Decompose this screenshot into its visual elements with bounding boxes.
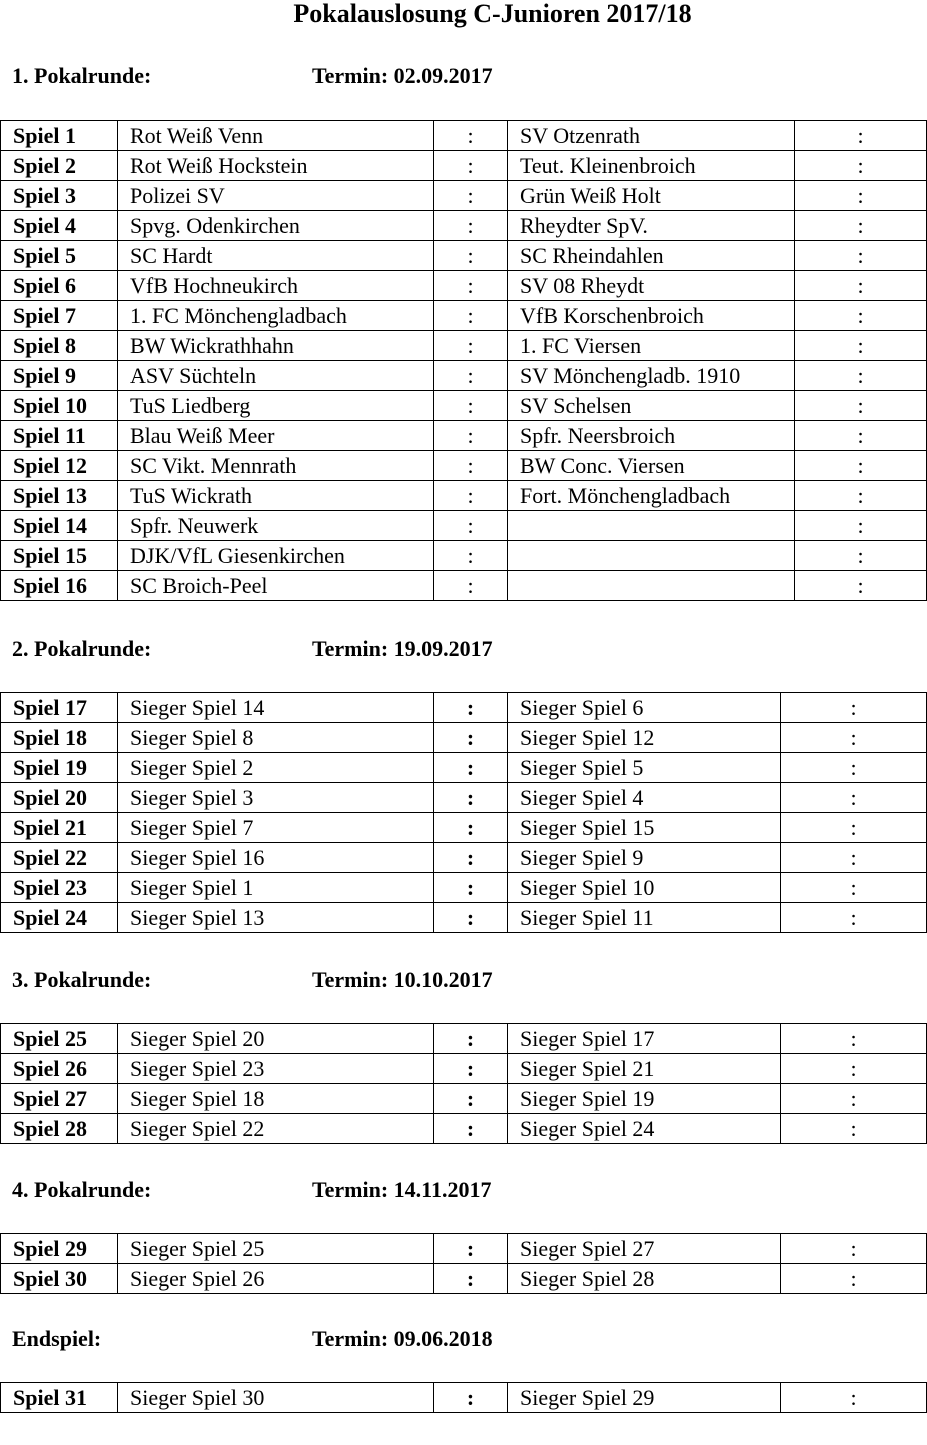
match-number: Spiel 22 xyxy=(1,843,118,873)
table-row xyxy=(1,693,927,723)
away-team: Sieger Spiel 10 xyxy=(508,873,781,903)
result-cell: : xyxy=(781,723,927,753)
match-number: Spiel 7 xyxy=(1,301,118,331)
result-cell: : xyxy=(781,1114,927,1144)
round-date: Termin: 10.10.2017 xyxy=(312,967,493,992)
round-date: Termin: 19.09.2017 xyxy=(312,636,493,661)
table-row xyxy=(1,481,927,511)
match-number: Spiel 30 xyxy=(1,1264,118,1294)
away-team: Rheydter SpV. xyxy=(508,211,795,241)
table-row xyxy=(1,511,927,541)
table-row xyxy=(1,903,927,933)
home-team: Sieger Spiel 2 xyxy=(118,753,434,783)
table-row xyxy=(1,211,927,241)
result-cell: : xyxy=(781,843,927,873)
table-row xyxy=(1,301,927,331)
result-cell: : xyxy=(795,271,927,301)
versus-separator: : xyxy=(434,541,508,571)
match-number: Spiel 16 xyxy=(1,571,118,601)
result-cell: : xyxy=(781,873,927,903)
match-number: Spiel 4 xyxy=(1,211,118,241)
table-row xyxy=(1,1234,927,1264)
away-team xyxy=(508,511,795,541)
home-team: Sieger Spiel 7 xyxy=(118,813,434,843)
result-cell: : xyxy=(781,903,927,933)
table-row xyxy=(1,1054,927,1084)
away-team xyxy=(508,541,795,571)
table-row xyxy=(1,1383,927,1413)
away-team: Sieger Spiel 6 xyxy=(508,693,781,723)
match-table xyxy=(0,120,927,601)
match-table xyxy=(0,692,927,933)
home-team: Sieger Spiel 18 xyxy=(118,1084,434,1114)
round-name: 4. Pokalrunde: xyxy=(12,1177,152,1202)
home-team: Sieger Spiel 1 xyxy=(118,873,434,903)
versus-separator: : xyxy=(434,451,508,481)
result-cell: : xyxy=(795,481,927,511)
result-cell: : xyxy=(795,241,927,271)
versus-separator: : xyxy=(434,421,508,451)
match-number: Spiel 27 xyxy=(1,1084,118,1114)
home-team: Spvg. Odenkirchen xyxy=(118,211,434,241)
away-team: SV 08 Rheydt xyxy=(508,271,795,301)
round-name: Endspiel: xyxy=(12,1326,102,1351)
away-team: Fort. Mönchengladbach xyxy=(508,481,795,511)
round-date: Termin: 14.11.2017 xyxy=(312,1177,492,1202)
table-row xyxy=(1,1114,927,1144)
result-cell: : xyxy=(781,1084,927,1114)
result-cell: : xyxy=(781,1264,927,1294)
home-team: Sieger Spiel 16 xyxy=(118,843,434,873)
versus-separator: : xyxy=(434,1084,508,1114)
result-cell: : xyxy=(795,541,927,571)
away-team: Sieger Spiel 27 xyxy=(508,1234,781,1264)
result-cell: : xyxy=(781,783,927,813)
home-team: Sieger Spiel 26 xyxy=(118,1264,434,1294)
table-row xyxy=(1,873,927,903)
versus-separator: : xyxy=(434,211,508,241)
away-team: Sieger Spiel 5 xyxy=(508,753,781,783)
home-team: Rot Weiß Venn xyxy=(118,121,434,151)
match-number: Spiel 6 xyxy=(1,271,118,301)
away-team: Sieger Spiel 12 xyxy=(508,723,781,753)
table-row xyxy=(1,813,927,843)
match-number: Spiel 15 xyxy=(1,541,118,571)
versus-separator: : xyxy=(434,1234,508,1264)
versus-separator: : xyxy=(434,481,508,511)
versus-separator: : xyxy=(434,271,508,301)
table-row xyxy=(1,181,927,211)
versus-separator: : xyxy=(434,753,508,783)
result-cell: : xyxy=(781,1234,927,1264)
versus-separator: : xyxy=(434,693,508,723)
versus-separator: : xyxy=(434,391,508,421)
match-number: Spiel 23 xyxy=(1,873,118,903)
result-cell: : xyxy=(795,391,927,421)
table-row xyxy=(1,1264,927,1294)
home-team: Rot Weiß Hockstein xyxy=(118,151,434,181)
table-row xyxy=(1,571,927,601)
away-team: 1. FC Viersen xyxy=(508,331,795,361)
table-row xyxy=(1,1024,927,1054)
away-team: Sieger Spiel 9 xyxy=(508,843,781,873)
home-team: TuS Wickrath xyxy=(118,481,434,511)
match-table xyxy=(0,1233,927,1294)
table-row xyxy=(1,121,927,151)
away-team: Grün Weiß Holt xyxy=(508,181,795,211)
versus-separator: : xyxy=(434,241,508,271)
match-number: Spiel 29 xyxy=(1,1234,118,1264)
away-team: SC Rheindahlen xyxy=(508,241,795,271)
versus-separator: : xyxy=(434,1054,508,1084)
home-team: VfB Hochneukirch xyxy=(118,271,434,301)
home-team: SC Vikt. Mennrath xyxy=(118,451,434,481)
table-row xyxy=(1,331,927,361)
match-number: Spiel 8 xyxy=(1,331,118,361)
table-row xyxy=(1,451,927,481)
match-number: Spiel 13 xyxy=(1,481,118,511)
home-team: ASV Süchteln xyxy=(118,361,434,391)
match-number: Spiel 2 xyxy=(1,151,118,181)
away-team: Sieger Spiel 21 xyxy=(508,1054,781,1084)
versus-separator: : xyxy=(434,813,508,843)
away-team: BW Conc. Viersen xyxy=(508,451,795,481)
result-cell: : xyxy=(781,813,927,843)
versus-separator: : xyxy=(434,723,508,753)
match-number: Spiel 10 xyxy=(1,391,118,421)
result-cell: : xyxy=(795,181,927,211)
versus-separator: : xyxy=(434,1383,508,1413)
versus-separator: : xyxy=(434,873,508,903)
home-team: Spfr. Neuwerk xyxy=(118,511,434,541)
versus-separator: : xyxy=(434,181,508,211)
table-row xyxy=(1,241,927,271)
away-team: Spfr. Neersbroich xyxy=(508,421,795,451)
home-team: Sieger Spiel 22 xyxy=(118,1114,434,1144)
versus-separator: : xyxy=(434,331,508,361)
result-cell: : xyxy=(781,1054,927,1084)
match-number: Spiel 20 xyxy=(1,783,118,813)
versus-separator: : xyxy=(434,903,508,933)
match-number: Spiel 26 xyxy=(1,1054,118,1084)
match-number: Spiel 1 xyxy=(1,121,118,151)
match-number: Spiel 5 xyxy=(1,241,118,271)
away-team: Sieger Spiel 19 xyxy=(508,1084,781,1114)
result-cell: : xyxy=(795,421,927,451)
result-cell: : xyxy=(781,753,927,783)
home-team: Sieger Spiel 30 xyxy=(118,1383,434,1413)
result-cell: : xyxy=(795,121,927,151)
away-team: VfB Korschenbroich xyxy=(508,301,795,331)
result-cell: : xyxy=(795,511,927,541)
result-cell: : xyxy=(795,361,927,391)
away-team: Sieger Spiel 29 xyxy=(508,1383,781,1413)
away-team: Sieger Spiel 11 xyxy=(508,903,781,933)
home-team: Sieger Spiel 23 xyxy=(118,1054,434,1084)
result-cell: : xyxy=(795,301,927,331)
match-number: Spiel 31 xyxy=(1,1383,118,1413)
match-number: Spiel 18 xyxy=(1,723,118,753)
away-team: Teut. Kleinenbroich xyxy=(508,151,795,181)
versus-separator: : xyxy=(434,301,508,331)
match-number: Spiel 3 xyxy=(1,181,118,211)
away-team: Sieger Spiel 15 xyxy=(508,813,781,843)
versus-separator: : xyxy=(434,151,508,181)
result-cell: : xyxy=(795,331,927,361)
table-row xyxy=(1,783,927,813)
match-number: Spiel 9 xyxy=(1,361,118,391)
home-team: Sieger Spiel 20 xyxy=(118,1024,434,1054)
versus-separator: : xyxy=(434,361,508,391)
round-date: Termin: 09.06.2018 xyxy=(312,1326,493,1351)
away-team: SV Schelsen xyxy=(508,391,795,421)
table-row xyxy=(1,361,927,391)
home-team: SC Hardt xyxy=(118,241,434,271)
result-cell: : xyxy=(795,151,927,181)
home-team: Blau Weiß Meer xyxy=(118,421,434,451)
match-number: Spiel 25 xyxy=(1,1024,118,1054)
match-number: Spiel 24 xyxy=(1,903,118,933)
home-team: TuS Liedberg xyxy=(118,391,434,421)
page-title: Pokalauslosung C-Junioren 2017/18 xyxy=(293,0,692,28)
home-team: SC Broich-Peel xyxy=(118,571,434,601)
result-cell: : xyxy=(781,1383,927,1413)
versus-separator: : xyxy=(434,121,508,151)
table-row xyxy=(1,421,927,451)
match-number: Spiel 28 xyxy=(1,1114,118,1144)
home-team: Sieger Spiel 25 xyxy=(118,1234,434,1264)
table-row xyxy=(1,1084,927,1114)
match-table xyxy=(0,1023,927,1144)
table-row xyxy=(1,541,927,571)
versus-separator: : xyxy=(434,843,508,873)
table-row xyxy=(1,391,927,421)
away-team xyxy=(508,571,795,601)
home-team: Sieger Spiel 3 xyxy=(118,783,434,813)
match-number: Spiel 21 xyxy=(1,813,118,843)
round-name: 3. Pokalrunde: xyxy=(12,967,152,992)
table-row xyxy=(1,723,927,753)
home-team: Polizei SV xyxy=(118,181,434,211)
round-date: Termin: 02.09.2017 xyxy=(312,63,493,88)
result-cell: : xyxy=(795,571,927,601)
versus-separator: : xyxy=(434,1114,508,1144)
match-number: Spiel 14 xyxy=(1,511,118,541)
away-team: Sieger Spiel 17 xyxy=(508,1024,781,1054)
away-team: Sieger Spiel 24 xyxy=(508,1114,781,1144)
home-team: BW Wickrathhahn xyxy=(118,331,434,361)
versus-separator: : xyxy=(434,1264,508,1294)
home-team: Sieger Spiel 8 xyxy=(118,723,434,753)
home-team: Sieger Spiel 13 xyxy=(118,903,434,933)
away-team: SV Mönchengladb. 1910 xyxy=(508,361,795,391)
match-number: Spiel 17 xyxy=(1,693,118,723)
versus-separator: : xyxy=(434,1024,508,1054)
away-team: Sieger Spiel 4 xyxy=(508,783,781,813)
versus-separator: : xyxy=(434,571,508,601)
versus-separator: : xyxy=(434,783,508,813)
away-team: Sieger Spiel 28 xyxy=(508,1264,781,1294)
match-number: Spiel 12 xyxy=(1,451,118,481)
table-row xyxy=(1,271,927,301)
result-cell: : xyxy=(795,211,927,241)
match-number: Spiel 11 xyxy=(1,421,118,451)
round-name: 1. Pokalrunde: xyxy=(12,63,152,88)
result-cell: : xyxy=(781,1024,927,1054)
table-row xyxy=(1,843,927,873)
versus-separator: : xyxy=(434,511,508,541)
result-cell: : xyxy=(795,451,927,481)
home-team: 1. FC Mönchengladbach xyxy=(118,301,434,331)
home-team: DJK/VfL Giesenkirchen xyxy=(118,541,434,571)
result-cell: : xyxy=(781,693,927,723)
table-row xyxy=(1,151,927,181)
table-row xyxy=(1,753,927,783)
away-team: SV Otzenrath xyxy=(508,121,795,151)
home-team: Sieger Spiel 14 xyxy=(118,693,434,723)
round-name: 2. Pokalrunde: xyxy=(12,636,152,661)
match-number: Spiel 19 xyxy=(1,753,118,783)
match-table xyxy=(0,1382,927,1413)
